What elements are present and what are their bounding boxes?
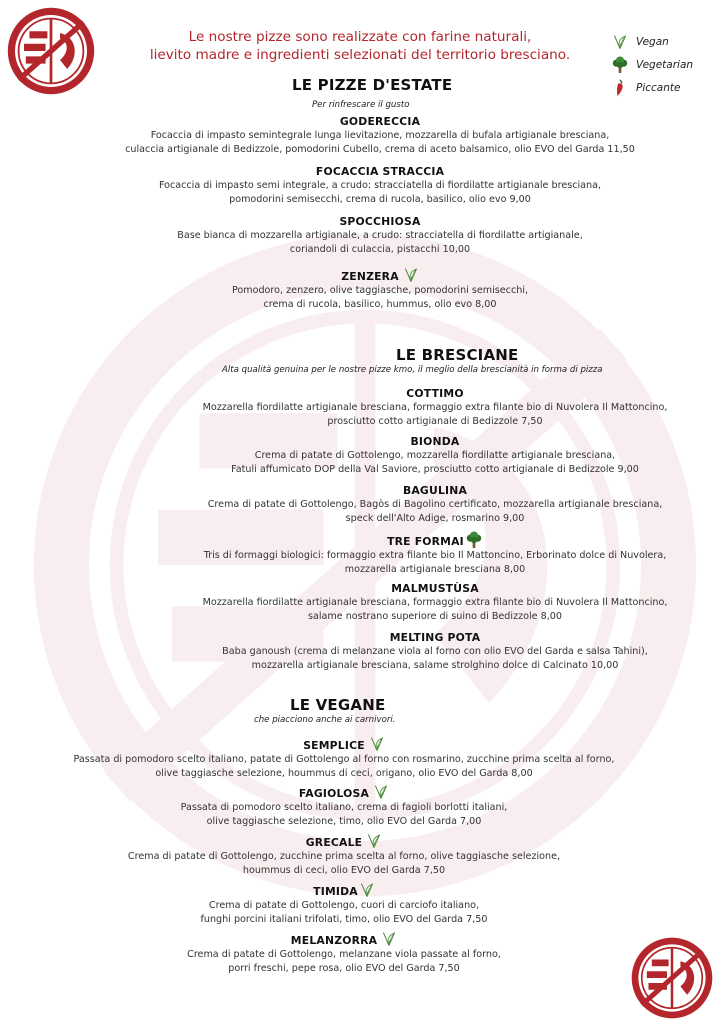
- menu-item: [14, 931, 674, 976]
- menu-item: [80, 267, 680, 312]
- item-description: Passata di pomodoro scelto italiano, crema di fagioli borlotti italiani, olive taggiasche selezione, timo, olio EVO del Garda 7,00: [180, 802, 508, 827]
- vegan-leaf-icon: [610, 34, 630, 50]
- section-subtitle: Per rinfrescare il gusto: [312, 100, 410, 110]
- menu-item: [80, 214, 680, 257]
- item-name: ZENZERA: [341, 270, 399, 283]
- section-subtitle: che piacciono anche ai carnivori.: [254, 715, 396, 725]
- item-description: Mozzarella fiordilatte artigianale bresciana, formaggio extra filante bio di Nuvolera Il Mattoncino, prosciutto cotto artigianale di Bedizzole 7,50: [202, 402, 668, 427]
- legend: [610, 30, 693, 99]
- vegan-leaf-icon: [366, 833, 382, 849]
- item-name: COTTIMO: [406, 387, 464, 400]
- chili-pepper-icon: [610, 79, 630, 97]
- item-name: BIONDA: [410, 435, 460, 448]
- item-name: FOCACCIA STRACCIA: [315, 165, 445, 178]
- menu-item: [14, 882, 674, 927]
- section-title: LE BRESCIANE: [396, 346, 519, 364]
- legend-label: Piccante: [636, 81, 681, 94]
- menu-item: [80, 164, 680, 207]
- section-title: LE VEGANE: [290, 696, 386, 714]
- item-name: MELTING POTA: [389, 631, 481, 644]
- intro-text: [100, 28, 620, 64]
- legend-piccante: [610, 76, 693, 99]
- menu-item: [150, 630, 720, 673]
- menu-item: [150, 531, 720, 577]
- item-description: Focaccia di impasto semintegrale lunga lievitazione, mozzarella di bufala artigianale bresciana, culaccia artigianale di Bedizzole, pomodorini Cubello, crema di aceto balsamico, olio EVO del Garda 11,50: [125, 130, 635, 155]
- menu-item: [150, 386, 720, 429]
- legend-label: Vegan: [636, 35, 669, 48]
- vegan-leaf-icon: [381, 931, 397, 947]
- menu-item: [14, 784, 674, 829]
- item-name: TRE FORMAI: [387, 535, 464, 548]
- item-name: MALMUSTÙSA: [391, 582, 479, 595]
- item-name: SPOCCHIOSA: [339, 215, 421, 228]
- legend-label: Vegetarian: [636, 58, 694, 71]
- menu-item: [14, 833, 674, 878]
- item-description: Crema di patate di Gottolengo, melanzane viola passate al forno, porri freschi, pepe rosa, olio EVO del Garda 7,50: [187, 949, 501, 974]
- legend-vegetarian: [610, 53, 693, 76]
- menu-item: [80, 114, 680, 157]
- logo-emblem: [6, 6, 96, 96]
- intro-line: Le nostre pizze sono realizzate con farine naturali,: [188, 29, 532, 45]
- section-title: LE PIZZE D'ESTATE: [292, 76, 453, 94]
- item-description: Focaccia di impasto semi integrale, a crudo: stracciatella di fiordilatte artigianale bresciana, pomodorini semisecchi, crema di rucola, basilico, olio evo 9,00: [158, 180, 602, 205]
- item-description: Baba ganoush (crema di melanzane viola al forno con olio EVO del Garda e salsa Tahini), mozzarella artigianale bresciana, salame strolghino dolce di Calcinato 10,00: [222, 646, 648, 671]
- item-description: Crema di patate di Gottolengo, cuori di carciofo italiano, funghi porcini italiani trifolati, timo, olio EVO del Garda 7,50: [200, 900, 488, 925]
- item-name: SEMPLICE: [303, 739, 365, 752]
- item-name: BAGULINA: [402, 484, 468, 497]
- pizzeria-logo: [6, 6, 96, 96]
- vegan-leaf-icon: [373, 784, 389, 800]
- item-description: Crema di patate di Gottolengo, Bagòs di Bagolino certificato, mozzarella artigianale bresciana, speck dell'Alto Adige, rosmarino 9,00: [207, 499, 663, 524]
- item-name: GODERECCIA: [339, 115, 421, 128]
- menu-item: [150, 581, 720, 624]
- menu-item: [14, 736, 674, 781]
- intro-line: lievito madre e ingredienti selezionati del territorio bresciano.: [149, 47, 571, 63]
- vegan-leaf-icon: [359, 882, 375, 898]
- vegan-leaf-icon: [369, 736, 385, 752]
- item-description: Tris di formaggi biologici: formaggio extra filante bio Il Mattoncino, Erborinato dolce di Nuvolera, mozzarella artigianale bresciana 8,00: [203, 550, 667, 575]
- item-description: Pomodoro, zenzero, olive taggiasche, pomodorini semisecchi, crema di rucola, basilico, hummus, olio evo 8,00: [231, 285, 529, 310]
- menu-item: [150, 483, 720, 526]
- item-name: TIMIDA: [313, 885, 358, 898]
- logo-emblem: [630, 936, 714, 1020]
- pizzeria-logo: [630, 936, 714, 1020]
- vegan-leaf-icon: [403, 267, 419, 283]
- item-description: Passata di pomodoro scelto italiano, patate di Gottolengo al forno con rosmarino, zucchine prima scelta al forno, olive taggiasche selezione, hoummus di ceci, origano, olio EVO del Garda 8,00: [73, 754, 615, 779]
- item-description: Crema di patate di Gottolengo, zucchine prima scelta al forno, olive taggiasche selezione, hoummus di ceci, olio EVO del Garda 7,50: [127, 851, 561, 876]
- item-description: Crema di patate di Gottolengo, mozzarella fiordilatte artigianale bresciana, Fatuli affumicato DOP della Val Saviore, prosciutto cotto artigianale di Bedizzole 9,00: [231, 450, 639, 475]
- item-name: GRECALE: [305, 836, 363, 849]
- menu-item: [150, 434, 720, 477]
- item-description: Base bianca di mozzarella artigianale, a crudo: stracciatella di fiordilatte artigianale, coriandoli di culaccia, pistacchi 10,00: [177, 230, 583, 255]
- item-name: FAGIOLOSA: [298, 787, 370, 800]
- broccoli-icon: [610, 56, 630, 74]
- item-description: Mozzarella fiordilatte artigianale bresciana, formaggio extra filante bio di Nuvolera Il Mattoncino, salame nostrano superiore di suino di Bedizzole 8,00: [202, 597, 668, 622]
- legend-vegan: [610, 30, 693, 53]
- section-subtitle: Alta qualità genuina per le nostre pizze kmo, il meglio della brescianità in forma di pizza: [222, 365, 603, 375]
- item-name: MELANZORRA: [290, 934, 378, 947]
- broccoli-icon: [465, 531, 483, 549]
